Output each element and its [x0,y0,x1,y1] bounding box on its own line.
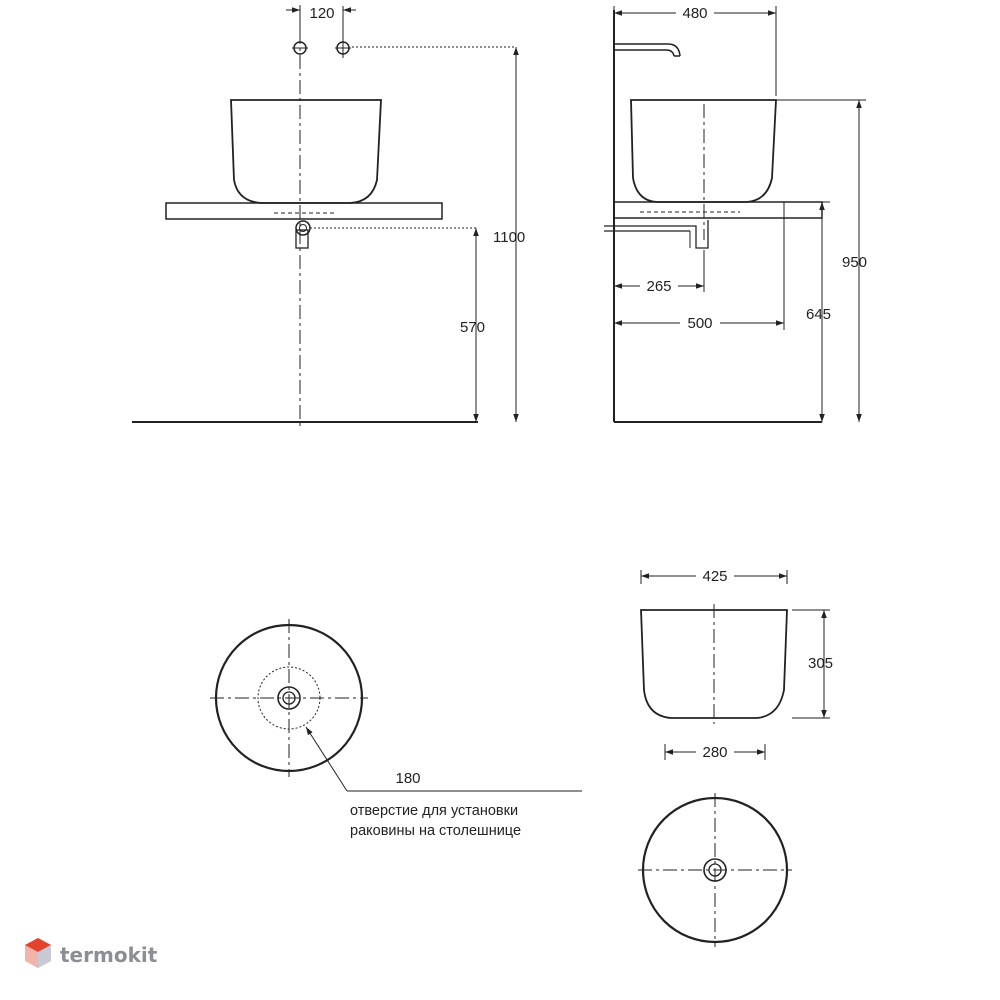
dim-depth: 480 [682,5,708,22]
brand-name: termokit [60,943,158,967]
dim-tap-height: 1100 [493,229,526,246]
dim-top-depth: 500 [687,315,713,332]
dim-top-height: 645 [806,306,832,323]
dim-height: 950 [842,254,868,271]
top-view [210,619,582,791]
dim-tap-spacing: 120 [309,5,335,22]
dim-basin-base: 280 [702,744,728,761]
side-view [604,6,866,422]
dim-basin-width: 425 [702,568,728,585]
dim-basin-height: 305 [808,655,834,672]
dim-top-height: 570 [460,319,486,336]
note-line-2: раковины на столешнице [350,823,522,839]
brand-logo-icon [25,938,51,968]
dim-drain-offset: 265 [646,278,672,295]
front-view [132,5,516,430]
dim-hole: 180 [395,770,421,787]
note-line-1: отверстие для установки [350,803,519,819]
